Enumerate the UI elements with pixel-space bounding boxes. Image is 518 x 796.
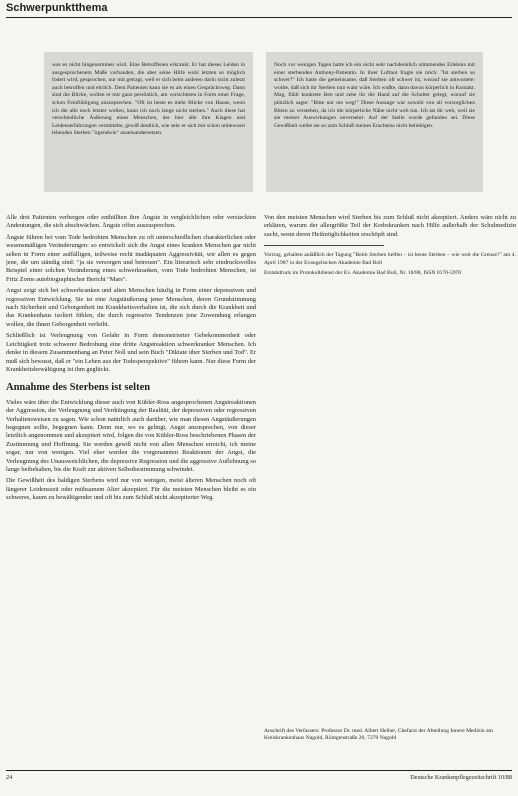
divider xyxy=(264,245,384,246)
footnote: Erstabdruck im Protokolldienst der Ev. Akademie Bad Boll, Nr. 18/88, ISSN 0170-5970 xyxy=(264,270,462,277)
paragraph: Von den meisten Menschen wird Sterben bis zum Schluß nicht akzeptiert. Anders wäre nicht zu erklären, warum der allergrößte Teil der Krebskranken nach Hilfe außerhalb der Schulmedizin sucht, wenn deren Heilmöglichkeiten erschöpft sind. xyxy=(264,214,516,238)
journal-footer: Deutsche Krankenpflegezeitschrift 10/88 xyxy=(410,774,512,781)
section-title: Schwerpunktthema xyxy=(6,2,108,14)
paragraph: Ängste führen bei vom Tode bedrohten Menschen zu oft unterschiedlichen charakterlichen oder wesensmäßigen Veränderungen: so entwickelt sich die Angst eines kranken Menschen gar nicht selten in Form einer auffälligen, teilweise recht inadäquaten Aggressivität, wir allen es gegen jene, die um ständig sind: "ja sie versorgen und betreuen". Ein literarisch sehr eindrucksvolles Beispiel einer solchen Veränderung eines schwerkranken, vom Tode bedrohten Menschen, ist Fritz Zorns autobiographischer Bericht "Mars". xyxy=(6,233,256,283)
footer-rule xyxy=(6,770,512,771)
header-rule xyxy=(6,17,512,18)
paragraph: Alle drei Patienten verbergen oder enthüllten ihre Ängste in vergleichlichen oder versteckten Andeutungen, die sich abschwächen. Ängste offen auszusprechen. xyxy=(6,214,256,230)
footnote: Vortrag, gehalten anläßlich der Tagung "Beim Sterben helfen – ist heute Sterben – wie weit die Grenze?" am 4. April 1987 in der Evangelischen Akademie Bad Boll xyxy=(264,252,516,266)
right-column xyxy=(264,214,516,782)
paragraph: Vieles wäre über die Entwicklung dieser auch von Kübler-Ross angesprochenen Angstreaktionen der Aggression, der Verleugnung und Verdrängung der Realität, der depressiven oder regressiven Verhaltensweisen zu sagen. Wie schon natürlich auch darüber, wie man diesen Angstäußerungen begegnen sollte, begegnen kann. Denn nur, wo es gelingt, Angst anzusprechen, von dieser letztlich angenommen und akzeptiert wird, folgen die von Kübler-Ross beschriebenen Phasen der Zustimmung und Hoffnung. Sie werden gewiß nicht von allen Menschen erreicht, ich meine sogar, nur von wenigen. Viel eher werden die vorgenannten Reaktionen der Angst, die Verleugnung des Unausweichlichen, die depressive Regression und die aggressive Auflehnung so lange beibehalten, bis die Kraft zur aktiven Selbstbestimmung schwindet. xyxy=(6,398,256,473)
author-address: Anschrift des Verfassers: Professor Dr. med. Albert Heiber, Chefarzt der Abteilung Innere Medizin am Kreiskrankenhaus Nagold, Röntgenstraße 20, 7270 Nagold xyxy=(264,728,493,742)
paragraph: Schließlich ist Verleugnung von Gefahr in Form demonstrierter Gebekommenheit oder Leichtigkeit trotz schwerer Bedrohung eine dritte Angstreaktion schwerkranker Menschen. Ich denke in diesem Zusammenhang an Peter Noll und sein Buch "Diktate über Sterben und Tod". Er muß sich bewusst, daß er "ein Leben aus der Todesperspektive" führen kann. Nur diese Form der Krankheitsbewältigung ist ihm geglückt. xyxy=(6,332,256,373)
section-heading: Annahme des Sterbens ist selten xyxy=(6,382,151,394)
quote-box-left: was es nicht hingenommen wird. Eine Betroffenen erkrankt. Er hat dieses Leiden in ausgesprochenem Maße vorhanden, die aber seine Hilfe wohl letzten so möglich fodert wird, gesprochen, nur mit getragt, weil er sich beim anderen darin nicht zuletzt auch betroffen und ehrlich. Dem Patienten kann sie es als einen Gesprächsweg. Dann sind die Blicke, wollen er mir ganz persönlich, am vorsichtsten in Form einer Frage, schon Feinfühligung anzusprechen. "Oft ist beste es mehr Blicke von Hause, wenn ich die alle noch letzter wollen, kann ich noch lange nicht sterben." Auch diese hat verschiedliche Äußerung eines Menschen, der hier alle ihre Klagen und Leidenserfahrungen vermittelte, gewiß deutlich, wie sehr er sich mit schon unbewusst lebenden Sterben "irgendwie" auseinandersetzen. xyxy=(44,52,253,192)
page-number: 24 xyxy=(6,774,13,781)
paragraph: Die Gewißheit des baldigen Sterbens wird nur von wenigen, meist älteren Menschen noch oft längerer Leidenszeit oder mühsamem Alter akzeptiert. Für die meisten Menschen bleibt es ein schweres, kaum zu bewältigender und oft bis zum Schluß nicht akzeptierter Weg. xyxy=(6,477,256,502)
quote-box-right: Noch vor wenigen Tagen hatte ich ein nicht sehr nachdenklich stimmendes Erlebnis mit einer sterbenden Anthony-Patientin. In ihrer Luftnot fragte sie mich: "Ist sterben so schwer?" Ich hatte die gemeinsame, daß Sterben oft schwer ist, worauf sie antwortete: wollte, daß sich ihr Sterben nun wahr wäre. Ich wußte, dann davon körperlich in Kontakt. Mag, fühlt konkrete Ben und zehe ihr die Hand auf die Schulter gelegt, worauf sie plötzlich sagte: "Bitte nur nie weg!" Diese Aussage war sowohl von all vorsorglichen Bitten zu verstehen, da ich die körperliche Nähe nicht weh tun. Ich tat dir weh, weil sie sie meiner Auswirkungen unversehrt. Auf der Stelle wurde gefunden sei. Diese Gewißheit weibe sie so zum Schluß meines Erachtens nicht beliebigen. xyxy=(266,52,483,192)
paragraph: Angst zeigt sich bei schwerkranken und alten Menschen häufig in Form einer depressiven und regressiven Entwicklung. Sie ist eine Angstäußerung jener Menschen, deren Grundstimmung nach Sicherheit und Geborgenheit im Krankheitsverhalten ist, die sich durch die Krankheit und das Krankenhaus isoliert fühlen, die durch regressive Tendenzen jene Zuwendung erlangen wollen, die ihnen Geborgenheit verleiht. xyxy=(6,287,256,328)
left-column xyxy=(6,214,256,782)
